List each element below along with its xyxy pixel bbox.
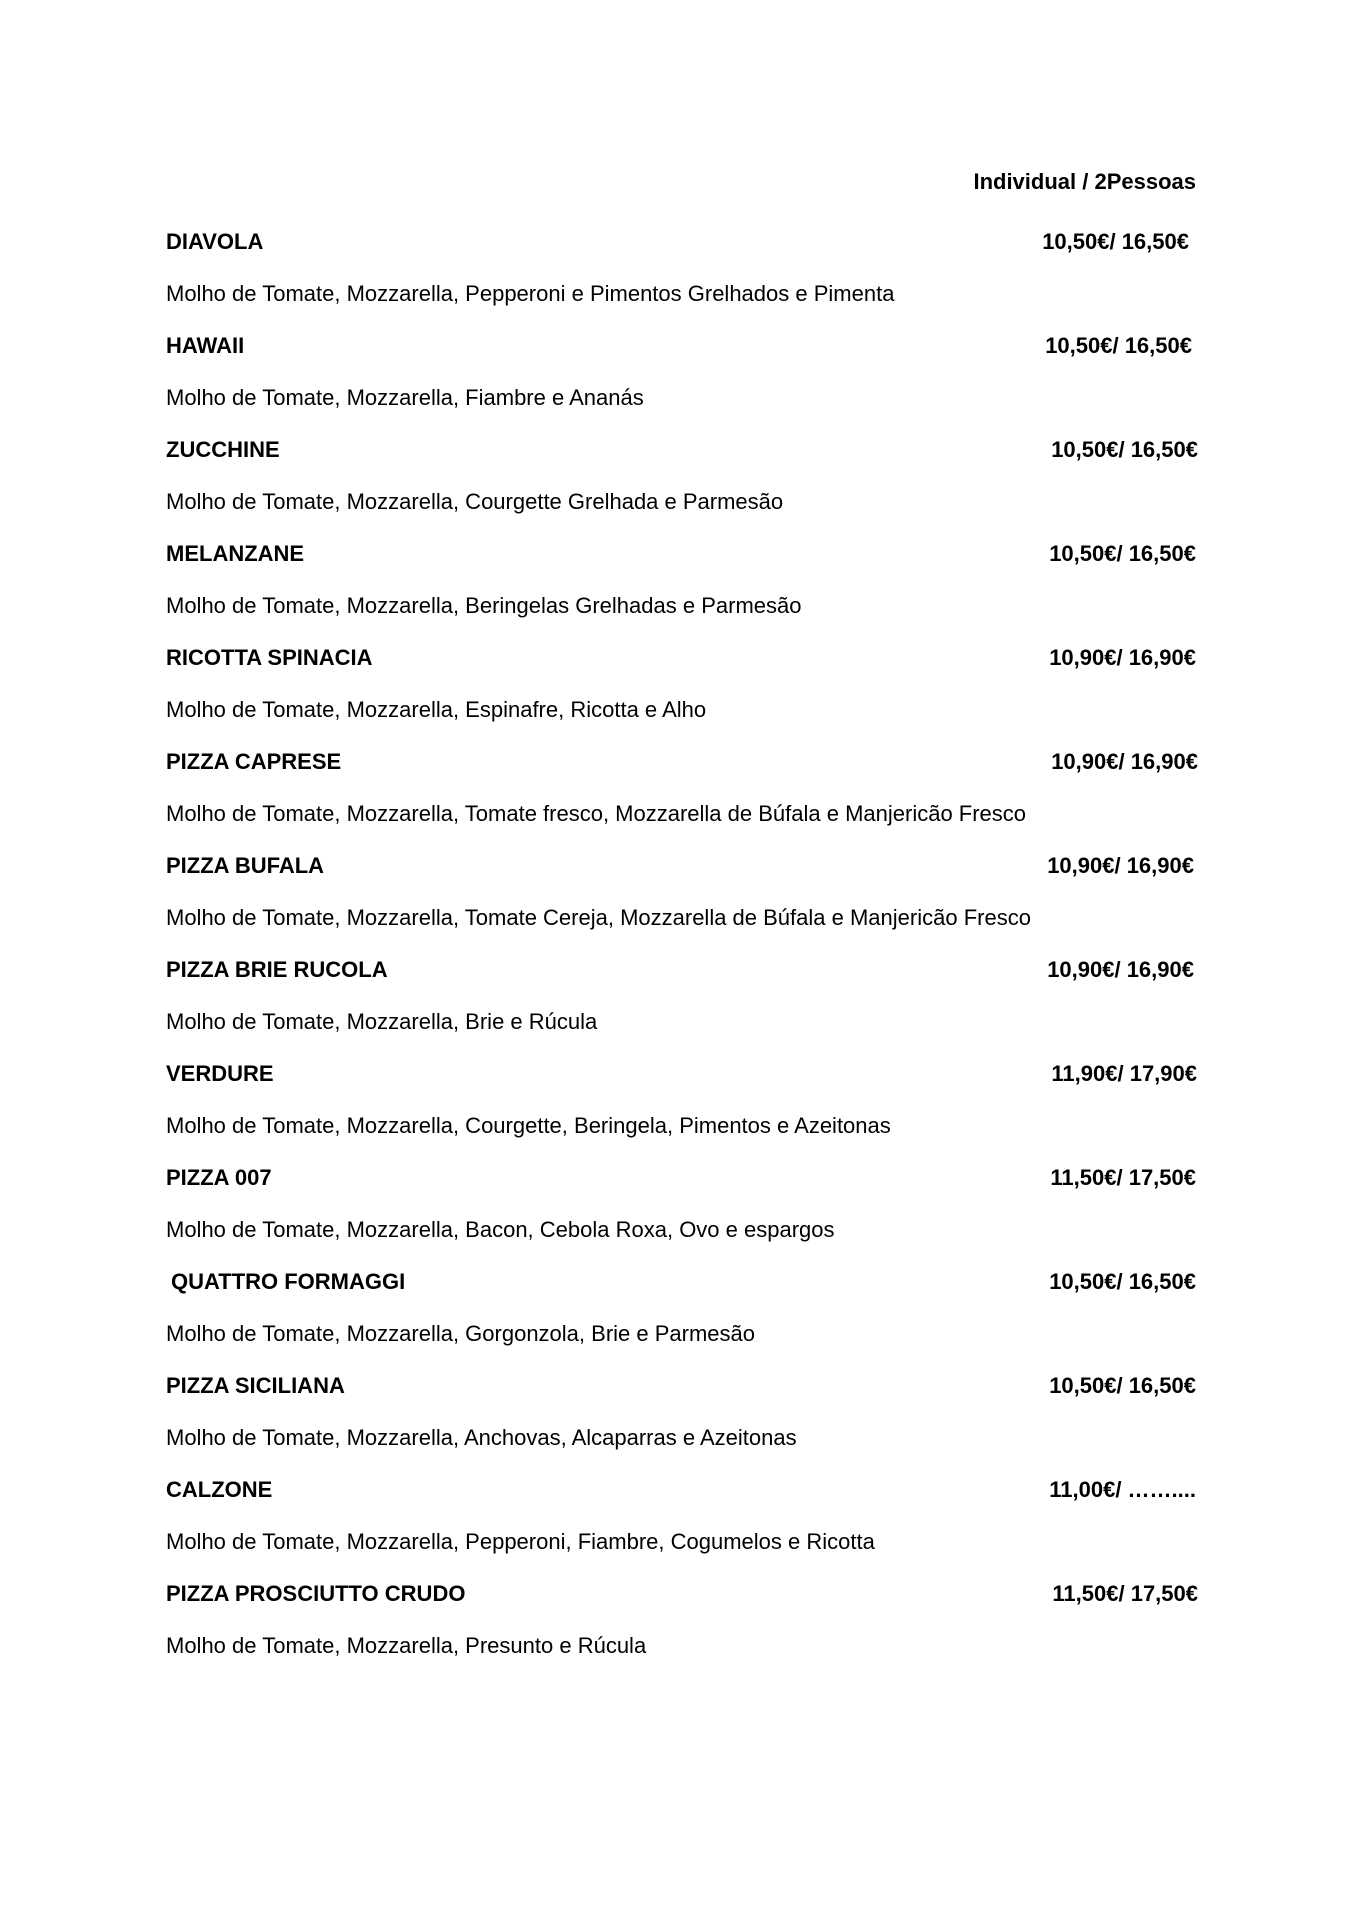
item-name-row (166, 1464, 1196, 1516)
item-name: PIZZA CAPRESE (166, 749, 342, 774)
menu-item-pizza-bufala (166, 840, 1196, 944)
menu-item-melanzane (166, 528, 1196, 632)
item-description: Molho de Tomate, Mozzarella, Beringelas Grelhadas e Parmesão (166, 593, 802, 618)
item-name: PIZZA BUFALA (166, 853, 325, 878)
item-price: 10,50€/ 16,50€ (1049, 541, 1196, 566)
item-name-row (166, 320, 1196, 372)
item-description-row (166, 892, 1196, 944)
item-description: Molho de Tomate, Mozzarella, Tomate Cereja, Mozzarella de Búfala e Manjericão Fresco (166, 905, 1031, 930)
item-description: Molho de Tomate, Mozzarella, Gorgonzola, Brie e Parmesão (166, 1321, 755, 1346)
item-price: 11,00€/ …….... (1049, 1477, 1196, 1502)
item-description: Molho de Tomate, Mozzarella, Tomate fresco, Mozzarella de Búfala e Manjericão Fresco (166, 801, 1027, 826)
menu-item-pizza-siciliana (166, 1360, 1196, 1464)
pizza-menu-list (166, 216, 1196, 1672)
menu-item-pizza-caprese (166, 736, 1196, 840)
item-price: 11,50€/ 17,50€ (1050, 1165, 1196, 1190)
item-description-row (166, 1204, 1196, 1256)
item-name-row (166, 528, 1196, 580)
item-price: 10,90€/ 16,90€ (1049, 645, 1196, 670)
item-name: ZUCCHINE (166, 437, 280, 462)
item-name: RICOTTA SPINACIA (166, 645, 373, 670)
item-price: 10,50€/ 16,50€ (1049, 1373, 1196, 1398)
item-price: 11,50€/ 17,50€ (1052, 1581, 1198, 1606)
price-column-header (166, 164, 1196, 200)
menu-item-quattro-formaggi (166, 1256, 1196, 1360)
item-name-row (166, 736, 1196, 788)
item-description-row (166, 1516, 1196, 1568)
item-name: DIAVOLA (166, 229, 264, 254)
item-name-row (166, 424, 1196, 476)
item-price: 11,90€/ 17,90€ (1051, 1061, 1197, 1086)
item-description-row (166, 1412, 1196, 1464)
item-description: Molho de Tomate, Mozzarella, Presunto e Rúcula (166, 1633, 647, 1658)
item-description-row (166, 580, 1196, 632)
item-description-row (166, 684, 1196, 736)
item-name: PIZZA SICILIANA (166, 1373, 345, 1398)
item-description: Molho de Tomate, Mozzarella, Espinafre, Ricotta e Alho (166, 697, 707, 722)
item-description-row (166, 1308, 1196, 1360)
item-description-row (166, 476, 1196, 528)
price-header-label: Individual / 2Pessoas (973, 169, 1196, 194)
item-name-row (166, 944, 1196, 996)
item-description-row (166, 372, 1196, 424)
item-description: Molho de Tomate, Mozzarella, Fiambre e Ananás (166, 385, 644, 410)
item-name-row (166, 1360, 1196, 1412)
menu-item-hawaii (166, 320, 1196, 424)
item-name: HAWAII (166, 333, 245, 358)
menu-item-pizza-prosciutto-crudo (166, 1568, 1196, 1672)
item-description: Molho de Tomate, Mozzarella, Courgette, Beringela, Pimentos e Azeitonas (166, 1113, 891, 1138)
item-description: Molho de Tomate, Mozzarella, Bacon, Cebola Roxa, Ovo e espargos (166, 1217, 835, 1242)
item-price: 10,50€/ 16,50€ (1051, 437, 1198, 462)
item-name: CALZONE (166, 1477, 273, 1502)
menu-item-calzone (166, 1464, 1196, 1568)
item-description: Molho de Tomate, Mozzarella, Courgette Grelhada e Parmesão (166, 489, 784, 514)
item-description: Molho de Tomate, Mozzarella, Brie e Rúcula (166, 1009, 598, 1034)
item-name: QUATTRO FORMAGGI (171, 1269, 406, 1294)
item-description-row (166, 788, 1196, 840)
item-description: Molho de Tomate, Mozzarella, Anchovas, Alcaparras e Azeitonas (166, 1425, 797, 1450)
item-name-row (166, 632, 1196, 684)
item-price: 10,90€/ 16,90€ (1047, 957, 1194, 982)
menu-item-pizza-brie-rucola (166, 944, 1196, 1048)
item-name: VERDURE (166, 1061, 274, 1086)
item-description-row (166, 996, 1196, 1048)
item-name: PIZZA 007 (166, 1165, 272, 1190)
menu-item-diavola (166, 216, 1196, 320)
item-name-row (166, 840, 1196, 892)
menu-item-pizza-007 (166, 1152, 1196, 1256)
item-description-row (166, 268, 1196, 320)
item-name-row (166, 216, 1196, 268)
item-price: 10,50€/ 16,50€ (1045, 333, 1192, 358)
menu-item-zucchine (166, 424, 1196, 528)
item-description: Molho de Tomate, Mozzarella, Pepperoni e Pimentos Grelhados e Pimenta (166, 281, 895, 306)
item-price: 10,90€/ 16,90€ (1051, 749, 1198, 774)
item-name: MELANZANE (166, 541, 305, 566)
item-price: 10,50€/ 16,50€ (1042, 229, 1189, 254)
item-name-row (166, 1568, 1196, 1620)
item-name-row (166, 1152, 1196, 1204)
item-description-row (166, 1620, 1196, 1672)
item-description-row (166, 1100, 1196, 1152)
item-name: PIZZA PROSCIUTTO CRUDO (166, 1581, 466, 1606)
item-name-row (166, 1048, 1196, 1100)
item-price: 10,90€/ 16,90€ (1047, 853, 1194, 878)
item-price: 10,50€/ 16,50€ (1049, 1269, 1196, 1294)
item-description: Molho de Tomate, Mozzarella, Pepperoni, Fiambre, Cogumelos e Ricotta (166, 1529, 875, 1554)
item-name-row (166, 1256, 1196, 1308)
item-name: PIZZA BRIE RUCOLA (166, 957, 388, 982)
menu-item-verdure (166, 1048, 1196, 1152)
menu-item-ricotta-spinacia (166, 632, 1196, 736)
